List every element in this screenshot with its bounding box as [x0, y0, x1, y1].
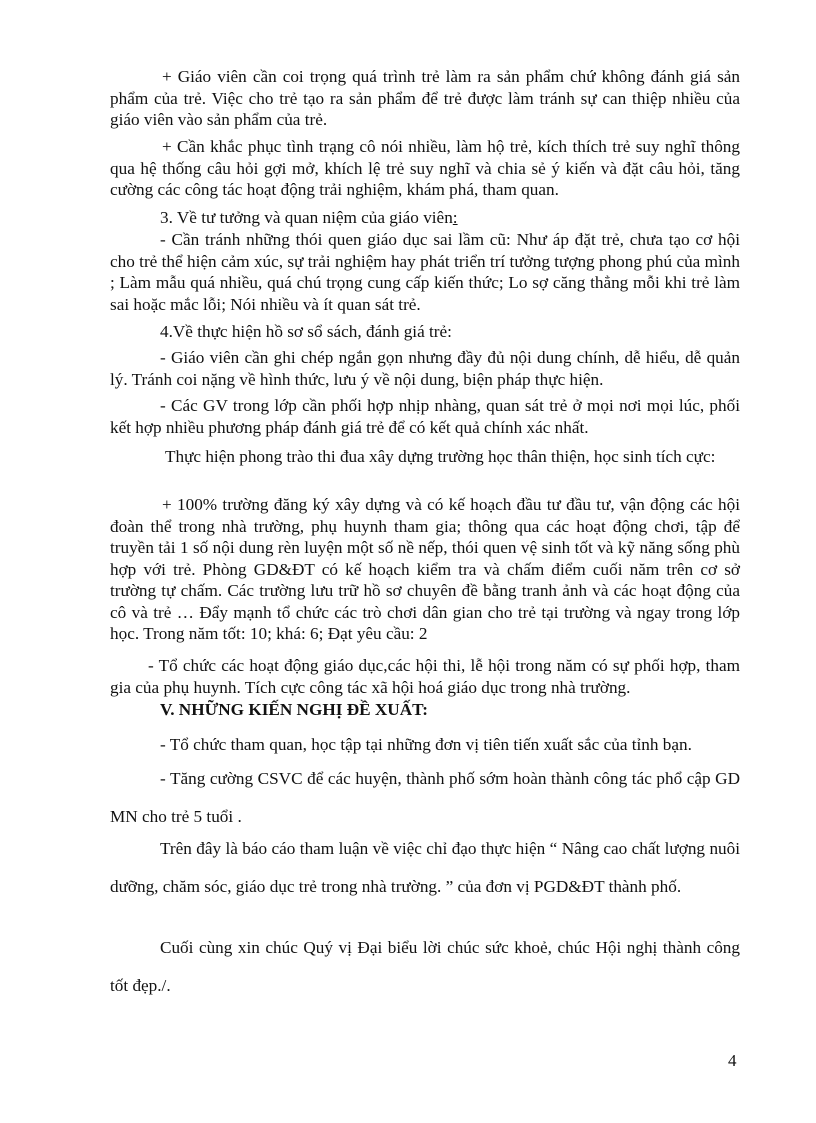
heading-teacher-mindset-text: 3. Về tư tưởng và quan niệm của giáo viên: [160, 208, 453, 227]
paragraph-product-process: + Giáo viên cần coi trọng quá trình trẻ làm ra sản phẩm chứ không đánh giá sản phẩm của trẻ. Việc cho trẻ tạo ra sản phẩm để trẻ được làm tránh sự can thiệp nhiều của giáo viên vào sản phẩm của trẻ.: [110, 67, 740, 129]
paragraph-facilities: - Tăng cường CSVC để các huyện, thành phố sớm hoàn thành công tác phổ cập GD MN cho trẻ 5 tuổi .: [110, 769, 740, 826]
paragraph-note-taking: - Giáo viên cần ghi chép ngắn gọn nhưng đầy đủ nội dung chính, dễ hiểu, dễ quản lý. Tránh coi nặng về hình thức, lưu ý về nội dung, biện pháp thực hiện.: [110, 348, 740, 389]
paragraph-overcome-talking: + Cần khắc phục tình trạng cô nói nhiều, làm hộ trẻ, kích thích trẻ suy nghĩ thông qua hệ thống câu hỏi gợi mở, khích lệ trẻ suy nghĩ và chia sẻ ý kiến và đặt câu hỏi, tăng cường các công tác hoạt động trải nghiệm, khám phá, tham quan.: [110, 137, 740, 199]
page-number: 4: [728, 1051, 737, 1070]
heading-teacher-mindset-colon: :: [452, 208, 458, 227]
paragraph-friendly-school: Thực hiện phong trào thi đua xây dựng trường học thân thiện, học sinh tích cực:: [165, 447, 716, 466]
paragraph-report-summary: Trên đây là báo cáo tham luận về việc chỉ đạo thực hiện “ Nâng cao chất lượng nuôi dưỡng, chăm sóc, giáo dục trẻ trong nhà trường. ” của đơn vị PGD&ĐT thành phố.: [110, 839, 740, 896]
paragraph-study-tour: - Tổ chức tham quan, học tập tại những đơn vị tiên tiến xuất sắc của tỉnh bạn.: [160, 735, 692, 754]
heading-records: 4.Về thực hiện hồ sơ sổ sách, đánh giá trẻ:: [160, 322, 452, 341]
paragraph-parent-activities: - Tổ chức các hoạt động giáo dục,các hội thi, lễ hội trong năm có sự phối hợp, tham gia của phụ huynh. Tích cực công tác xã hội hoá giáo dục trong nhà trường.: [110, 656, 740, 697]
section-heading-recommendations: V. NHỮNG KIẾN NGHỊ ĐỀ XUẤT:: [160, 700, 429, 719]
paragraph-coordination: - Các GV trong lớp cần phối hợp nhịp nhàng, quan sát trẻ ở mọi nơi mọi lúc, phối kết hợp nhiều phương pháp đánh giá trẻ để có kết quả chính xác nhất.: [110, 396, 740, 437]
paragraph-registration: + 100% trường đăng ký xây dựng và có kế hoạch đầu tư đầu tư, vận động các hội đoàn thể trong nhà trường, phụ huynh tham gia; thông qua các hoạt động chơi, tập để truyền tải 1 số nội dung rèn luyện một số nề nếp, thói quen vệ sinh tốt và kỹ năng sống phù hợp với trẻ. Phòng GD&ĐT có kế hoạch kiểm tra và chấm điểm cuối năm trên cơ sở trường tự chấm. Các trường lưu trữ hồ sơ chuyên đề bằng tranh ảnh và các hoạt động của cô và trẻ … Đẩy mạnh tổ chức các trò chơi dân gian cho trẻ tại trường và ngay trong lớp học. Trong năm tốt: 10; khá: 6; Đạt yêu cầu: 2: [110, 495, 740, 643]
paragraph-avoid-habits: - Cần tránh những thói quen giáo dục sai lầm cũ: Như áp đặt trẻ, chưa tạo cơ hội cho trẻ thể hiện cảm xúc, sự trải nghiệm hay phát triển trí tưởng tượng phong phú của mình ; Làm mẫu quá nhiều, quá chú trọng cung cấp kiến thức; Lo sợ căng thẳng mỗi khi trẻ làm sai hoặc mắc lỗi; Nói nhiều và ít quan sát trẻ.: [110, 230, 740, 314]
paragraph-closing-wishes: Cuối cùng xin chúc Quý vị Đại biểu lời chúc sức khoẻ, chúc Hội nghị thành công tốt đẹp./.: [110, 938, 740, 995]
heading-teacher-mindset: [110, 207, 740, 229]
